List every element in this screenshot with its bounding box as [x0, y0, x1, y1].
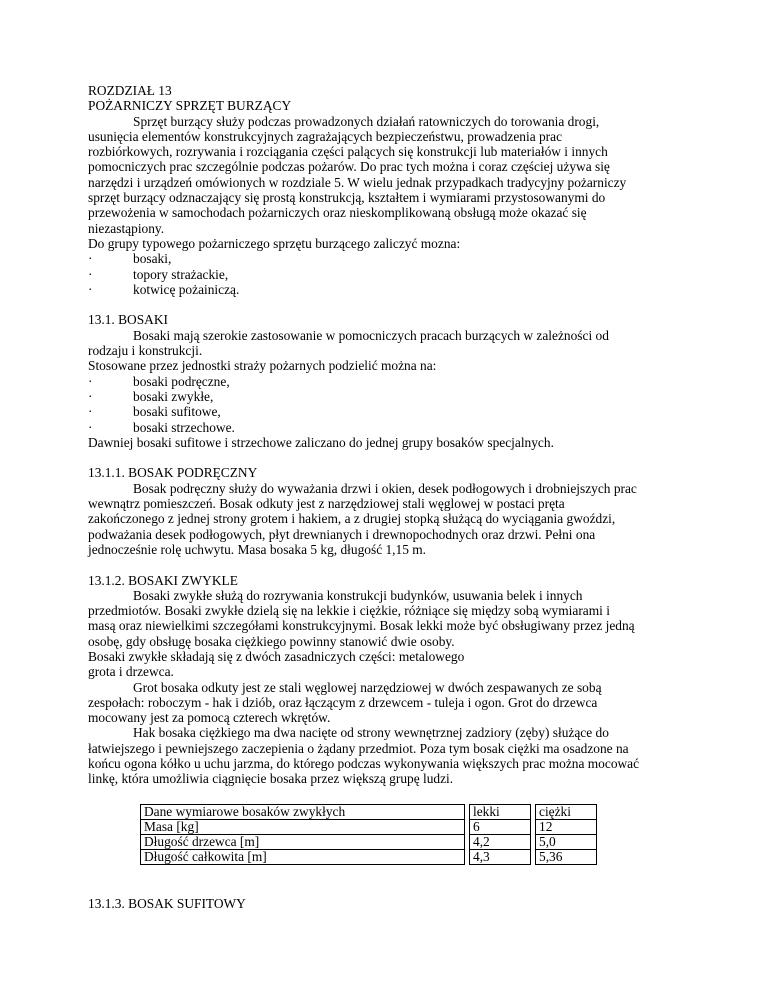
paragraph-line: wewnątrz pomieszczeń. Bosak odkuty jest z narzędziowej stali węglowej w postaci pręta — [88, 496, 565, 512]
spacer — [88, 557, 700, 572]
dimensions-table — [140, 804, 597, 865]
paragraph-line: Dawniej bosaki sufitowe i strzechowe zaliczano do jednej grupy bosaków specjalnych. — [88, 434, 554, 450]
paragraph-line: osobę, gdy obsługę bosaka ciężkiego powinny stanowić dwie osoby. — [88, 633, 455, 649]
paragraph-line: Bosaki mają szerokie zastosowanie w pomocniczych pracach burzących w zależności od — [133, 327, 609, 343]
list-item-text: topory strażackie, — [133, 266, 229, 282]
spacer — [88, 450, 700, 465]
bullet-icon: · — [88, 388, 93, 404]
section-heading: 13.1.2. BOSAKI ZWYKLE — [88, 572, 238, 588]
paragraph-line: Bosak podręczny służy do wyważania drzwi i okien, desek podłogowych i drobniejszych prac — [133, 480, 637, 496]
table-row — [141, 849, 597, 864]
table-cell: 6 — [470, 819, 531, 834]
table-header-cell: ciężki — [536, 804, 597, 819]
paragraph-line: łatwiejszego i pewniejszego zaczepienia o żądany przedmiot. Poza tym bosak ciężki ma osadzone na — [88, 740, 629, 756]
bullet-icon: · — [88, 266, 93, 282]
list-item-text: bosaki, — [133, 251, 172, 267]
table-cell: Długość drzewca [m] — [141, 834, 465, 849]
paragraph-line: jednocześnie rolę uchwytu. Masa bosaka 5 kg, długość 1,15 m. — [88, 541, 427, 557]
table-cell: 4,2 — [470, 834, 531, 849]
list-item — [88, 389, 700, 404]
list-item-text: bosaki sufitowe, — [133, 404, 221, 420]
bullet-icon: · — [88, 404, 93, 420]
list-item — [88, 251, 700, 266]
table-cell: 4,3 — [470, 849, 531, 864]
list-item-text: bosaki podręczne, — [133, 373, 230, 389]
paragraph-line: linkę, która umożliwia ciągnięcie bosaka przez większą grupę ludzi. — [88, 771, 454, 787]
table-row — [141, 834, 597, 849]
list-item — [88, 267, 700, 282]
section-heading: 13.1.1. BOSAK PODRĘCZNY — [88, 465, 258, 481]
table-header-cell: Dane wymiarowe bosaków zwykłych — [141, 804, 465, 819]
paragraph-line: podważania desek podłogowych, płyt drewnianych i drewnopochodnych oraz drzwi. Pełni ona — [88, 526, 596, 542]
list-item — [88, 282, 700, 297]
table-row — [141, 819, 597, 834]
table-cell: 5,0 — [536, 834, 597, 849]
paragraph-line: końcu ogona kółko u uchu jarzma, do którego podczas wykonywania większych prac można mocować — [88, 756, 640, 772]
intro-line: sprzęt burzący odznaczający się prostą konstrukcją, kształtem i wymiarami przystosowanymi do — [88, 190, 606, 206]
bullet-icon: · — [88, 281, 93, 297]
list-item-text: bosaki zwykłe, — [133, 388, 214, 404]
division-intro: Stosowane przez jednostki straży pożarnych podzielić można na: — [88, 358, 437, 374]
table-header-cell: lekki — [470, 804, 531, 819]
paragraph-line: masą oraz niewielkimi szczegółami konstrukcyjnymi. Bosak lekki może być obsługiwany przez jedną — [88, 618, 635, 634]
paragraph-line: Hak bosaka ciężkiego ma dwa nacięte od strony wewnętrznej zadziory (zęby) służące do — [133, 725, 609, 741]
bullet-icon: · — [88, 251, 93, 267]
bullet-icon: · — [88, 419, 93, 435]
section-heading: 13.1. BOSAKI — [88, 312, 168, 328]
list-item — [88, 404, 700, 419]
intro-line: rozbiórkowych, rozrywania i rozciągania części palących się konstrukcji lub materiałów i innych — [88, 144, 608, 160]
paragraph-line: grota i drzewca. — [88, 664, 174, 680]
intro-line: narzędzi i urządzeń omówionych w rozdziale 5. W wielu jednak przypadkach tradycyjny pożarniczy — [88, 174, 627, 190]
paragraph-line: rodzaju i konstrukcji. — [88, 343, 203, 359]
chapter-title: POŻARNICZY SPRZĘT BURZĄCY — [88, 98, 292, 114]
paragraph-line: zespołach: roboczym - hak i dziób, oraz łączącym z drzewcem - tuleja i ogon. Grot do drzewca — [88, 694, 598, 710]
paragraph-line: Bosaki zwykłe służą do rozrywania konstrukcji budynków, usuwania belek i innych — [133, 587, 583, 603]
paragraph-line: Bosaki zwykłe składają się z dwóch zasadniczych części: metalowego — [88, 648, 465, 664]
intro-line: niezastąpiony. — [88, 220, 165, 236]
table-cell: Długość całkowita [m] — [141, 849, 465, 864]
section-heading: 13.1.3. BOSAK SUFITOWY — [88, 895, 246, 911]
list-item-text: bosaki strzechowe. — [133, 419, 235, 435]
paragraph-line: Grot bosaka odkuty jest ze stali węglowej narzędziowej w dwóch zespawanych ze sobą — [133, 679, 602, 695]
document-page — [88, 83, 700, 911]
table-row — [141, 804, 597, 819]
spacer — [88, 865, 700, 880]
list-item-text: kotwicę pożainiczą. — [133, 281, 240, 297]
paragraph-line: przedmiotów. Bosaki zwykłe dzielą się na lekkie i ciężkie, różniące się między sobą wymiarami i — [88, 603, 610, 619]
table-cell: 12 — [536, 819, 597, 834]
intro-line: przewożenia w samochodach pożarniczych oraz nieskomplikowaną obsługą może okazać się — [88, 205, 587, 221]
spacer — [88, 297, 700, 312]
bullet-icon: · — [88, 373, 93, 389]
table-cell: 5,36 — [536, 849, 597, 864]
spacer — [88, 787, 700, 802]
spacer — [88, 880, 700, 895]
paragraph-line: mocowany jest za pomocą czterech wkrętów. — [88, 710, 331, 726]
intro-line: pomocniczych prac szczególnie podczas pożarów. Do prac tych można i coraz częściej używa się — [88, 159, 610, 175]
list-item — [88, 420, 700, 435]
intro-line: usunięcia elementów konstrukcyjnych zagrażających bezpieczeństwu, prowadzenia prac — [88, 128, 563, 144]
paragraph-line: zakończonego z jednej strony grotem i hakiem, a z drugiej stopką służącą do wyciągania gwoździ, — [88, 511, 616, 527]
intro-line: Sprzęt burzący służy podczas prowadzonych działań ratowniczych do torowania drogi, — [133, 113, 600, 129]
group-intro: Do grupy typowego pożarniczego sprzętu burzącego zaliczyć mozna: — [88, 235, 461, 251]
table-cell: Masa [kg] — [141, 819, 465, 834]
chapter-number: ROZDZIAŁ 13 — [88, 83, 172, 98]
list-item — [88, 374, 700, 389]
